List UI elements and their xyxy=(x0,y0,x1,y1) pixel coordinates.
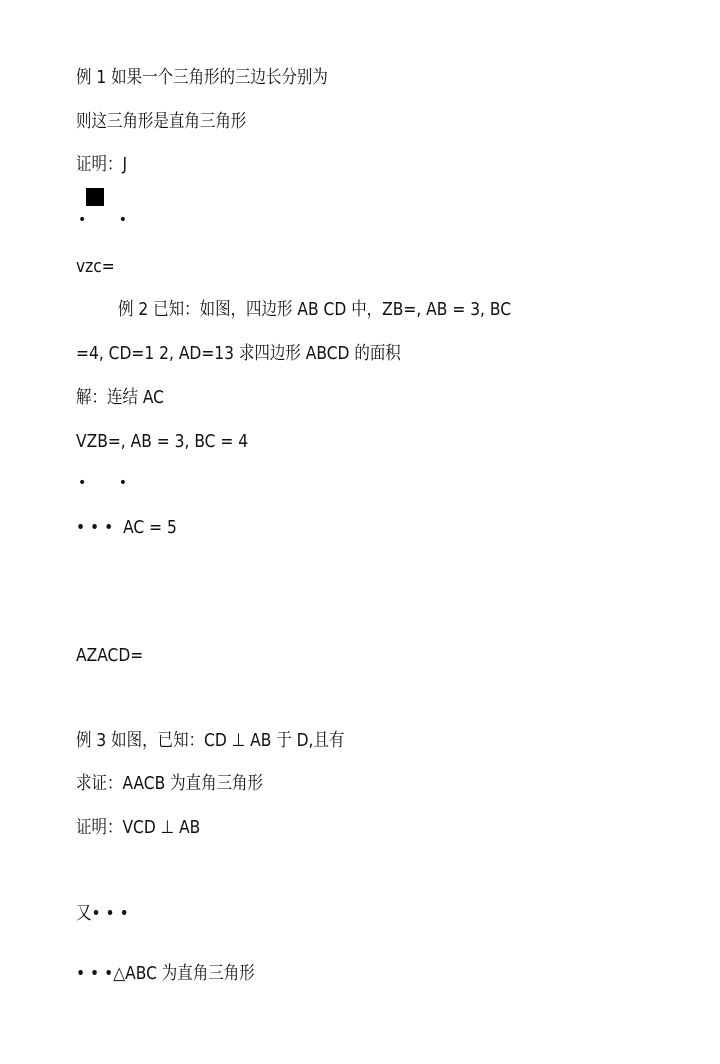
example-2-triangle-acd: AZACD= xyxy=(76,645,144,666)
example-3-proof-label: 证明：VCD ⊥ AB xyxy=(76,817,201,838)
example-2-statement-cont: =4, CD=1 2, AD=13 求四边形 ABCD 的面积 xyxy=(76,343,401,364)
example-2-ac-result: • • • AC = 5 xyxy=(76,517,177,538)
black-square-icon xyxy=(86,188,104,206)
therefore-dots: • • xyxy=(78,212,141,228)
therefore-dots-2: • • xyxy=(78,475,141,491)
example-1-equation: vzc= xyxy=(76,256,115,277)
example-2-solution-label: 解：连结 AC xyxy=(76,387,164,408)
example-3-prove: 求证：AACB 为直角三角形 xyxy=(76,773,264,794)
example-3-statement: 例 3 如图，已知：CD ⊥ AB 于 D,且有 xyxy=(76,730,345,751)
example-3-conclusion: • • •△ABC 为直角三角形 xyxy=(76,963,255,984)
example-2-statement: 例 2 已知：如图，四边形 AB CD 中，ZB=, AB = 3, BC xyxy=(118,299,512,320)
example-1-statement: 例 1 如果一个三角形的三边长分别为 xyxy=(76,67,328,88)
example-1-conclusion: 则这三角形是直角三角形 xyxy=(76,111,247,132)
example-1-proof-label: 证明：J xyxy=(76,154,128,175)
example-3-also: 又• • • xyxy=(76,903,129,924)
example-2-given: VZB=, AB = 3, BC = 4 xyxy=(76,431,249,452)
